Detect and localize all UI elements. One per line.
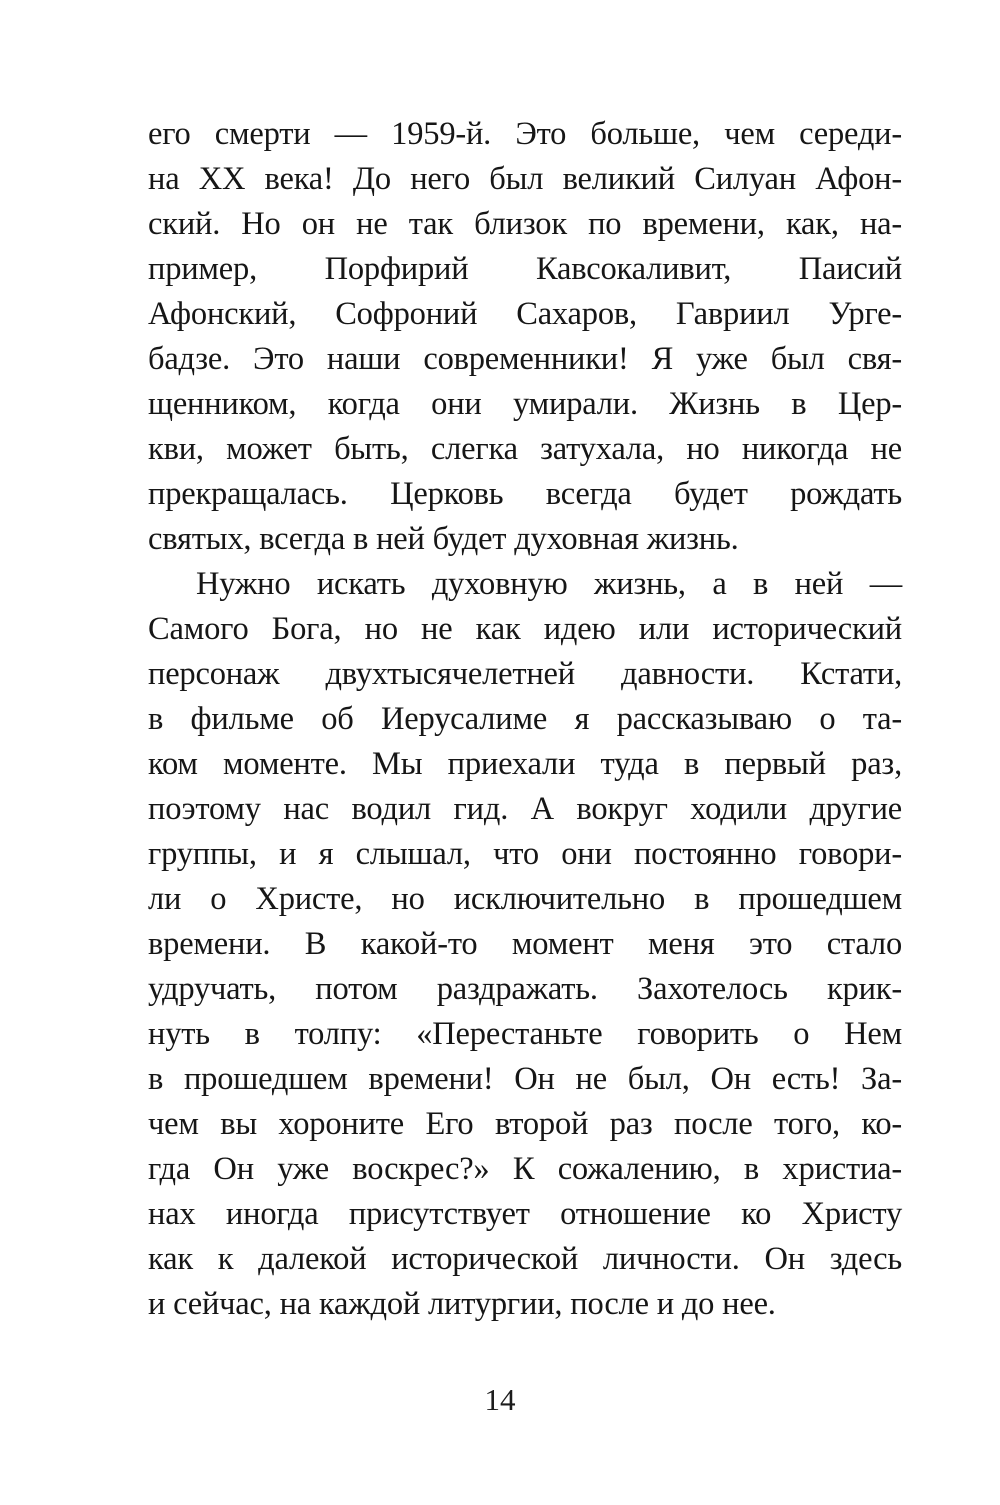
- page-number: 14: [484, 1382, 516, 1417]
- text-line: пример, Порфирий Кавсокаливит, Паисий: [148, 251, 902, 287]
- text-line: бадзе. Это наши современники! Я уже был свя-: [148, 341, 902, 377]
- text-line: Самого Бога, но не как идею или исторический: [148, 611, 902, 647]
- text-line: ли о Христе, но исключительно в прошедшем: [148, 881, 902, 917]
- text-line: и сейчас, на каждой литургии, после и до нее.: [148, 1286, 776, 1322]
- text-line: нуть в толпу: «Перестаньте говорить о Нем: [148, 1016, 902, 1052]
- text-line: гда Он уже воскрес?» К сожалению, в христиа-: [148, 1151, 902, 1187]
- text-line: святых, всегда в ней будет духовная жизнь.: [148, 521, 739, 557]
- paragraph: [148, 562, 902, 1327]
- text-line: как к далекой исторической личности. Он здесь: [148, 1241, 902, 1277]
- text-line: поэтому нас водил гид. А вокруг ходили другие: [148, 791, 902, 827]
- text-line: нах иногда присутствует отношение ко Христу: [148, 1196, 902, 1232]
- text-line: ский. Но он не так близок по времени, как, на-: [148, 206, 902, 242]
- text-line: на XX века! До него был великий Силуан Афон-: [148, 161, 902, 197]
- text-line: Нужно искать духовную жизнь, а в ней —: [196, 566, 902, 602]
- text-line: чем вы хороните Его второй раз после того, ко-: [148, 1106, 902, 1142]
- paragraph: [148, 112, 902, 562]
- text-line: персонаж двухтысячелетней давности. Кстати,: [148, 656, 902, 692]
- body-text: [148, 112, 902, 1327]
- text-line: щенником, когда они умирали. Жизнь в Цер-: [148, 386, 902, 422]
- text-line: в прошедшем времени! Он не был, Он есть! За-: [148, 1061, 902, 1097]
- text-line: прекращалась. Церковь всегда будет рождать: [148, 476, 902, 512]
- text-line: удручать, потом раздражать. Захотелось крик-: [148, 971, 902, 1007]
- text-line: в фильме об Иерусалиме я рассказываю о та-: [148, 701, 902, 737]
- text-line: кви, может быть, слегка затухала, но никогда не: [148, 431, 902, 467]
- text-line: группы, и я слышал, что они постоянно говори-: [148, 836, 902, 872]
- text-line: времени. В какой-то момент меня это стало: [148, 926, 902, 962]
- text-line: ком моменте. Мы приехали туда в первый раз,: [148, 746, 902, 782]
- text-line: его смерти — 1959-й. Это больше, чем середи-: [148, 116, 902, 152]
- text-line: Афонский, Софроний Сахаров, Гавриил Урге-: [148, 296, 902, 332]
